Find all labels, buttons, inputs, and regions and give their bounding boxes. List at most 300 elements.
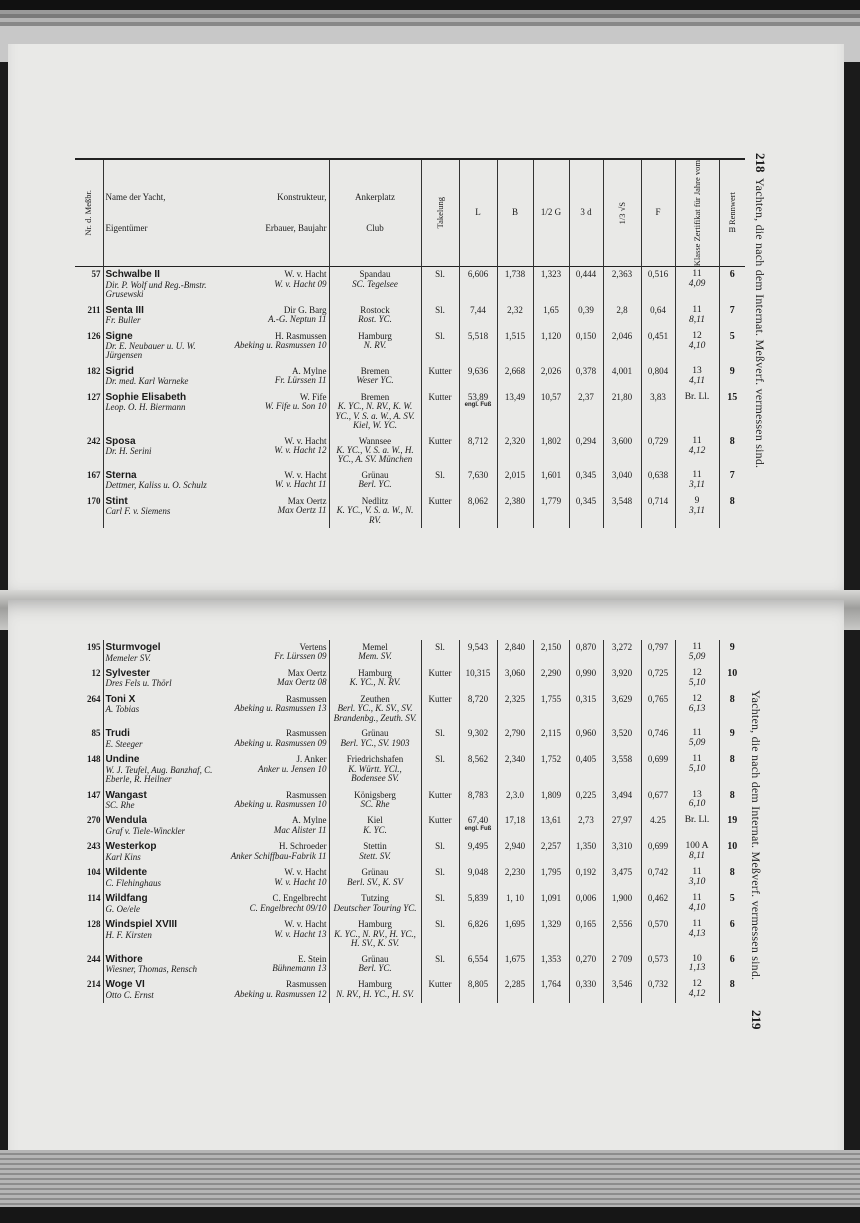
builder-name: Max Oertz 08: [277, 677, 327, 688]
row-G: 10,57: [533, 390, 569, 434]
row-klasse: 11 4,12: [675, 434, 719, 468]
designer-name: H. Schroeder: [279, 841, 327, 852]
row-L: 7,630: [459, 468, 497, 494]
row-F: 0,742: [641, 865, 675, 891]
owner-name: A. Tobias: [105, 704, 140, 715]
row-B: 1, 10: [497, 891, 533, 917]
row-L: 9,048: [459, 865, 497, 891]
yacht-name: Woge VI: [105, 979, 145, 991]
row-club: [329, 839, 421, 865]
anchorage: Grünau: [361, 867, 389, 878]
row-d: 0,990: [569, 666, 603, 692]
anchorage: Stettin: [363, 841, 387, 852]
row-klasse: 12 4,12: [675, 977, 719, 1003]
row-club: [329, 640, 421, 666]
row-F: 0,570: [641, 917, 675, 951]
yacht-name: Stint: [105, 495, 128, 507]
designer-name: W. v. Hacht: [284, 269, 327, 280]
builder-name: Abeking u. Rasmussen 12: [234, 988, 327, 999]
row-rennwert: 8: [719, 494, 745, 528]
row-nr: 264: [87, 693, 101, 704]
row-G: 13,61: [533, 813, 569, 839]
owner-name: Karl Kins: [105, 851, 141, 862]
table-row: [75, 494, 745, 528]
owner-name: G. Oe/ele: [105, 903, 140, 914]
builder-name: W. v. Hacht 10: [274, 876, 327, 887]
row-G: 1,120: [533, 329, 569, 364]
table-row: [75, 726, 745, 752]
designer-name: C. Engelbrecht: [272, 893, 327, 904]
yacht-name: Sturmvogel: [105, 642, 161, 653]
row-G: 1,65: [533, 303, 569, 329]
row-rennwert: 6: [719, 952, 745, 978]
owner-name: Carl F. v. Siemens: [105, 506, 171, 517]
row-club: [329, 329, 421, 364]
row-rig: Sl.: [421, 891, 459, 917]
row-rennwert: 5: [719, 329, 745, 364]
row-rig: Kutter: [421, 813, 459, 839]
row-klasse: 11 4,13: [675, 917, 719, 951]
row-rennwert: 8: [719, 977, 745, 1003]
row-L: 6,554: [459, 952, 497, 978]
row-name-owner: [103, 839, 219, 865]
designer-name: A. Mylne: [292, 365, 327, 376]
club-name: Berl. YC., K. SV., SV. Brandenbg., Zeuth. SV.: [333, 703, 417, 723]
row-builder: [219, 640, 329, 666]
row-B: 2,840: [497, 640, 533, 666]
row-L: 8,562: [459, 752, 497, 787]
row-rig: Sl.: [421, 726, 459, 752]
table-header: [75, 159, 745, 267]
row-F: 0,573: [641, 952, 675, 978]
anchorage: Königsberg: [354, 789, 396, 800]
designer-name: A. Mylne: [292, 815, 327, 826]
header-name: Name der Yacht, Eigentümer: [103, 159, 219, 267]
row-L: 8,783: [459, 788, 497, 814]
builder-name: Abeking u. Rasmussen 13: [234, 703, 327, 714]
row-d: 0,150: [569, 329, 603, 364]
row-rennwert: 8: [719, 752, 745, 787]
row-G: 2,026: [533, 364, 569, 390]
builder-name: Max Oertz 11: [277, 505, 327, 516]
table-row: [75, 364, 745, 390]
table-row: [75, 303, 745, 329]
row-name-owner: [103, 788, 219, 814]
table-row: [75, 788, 745, 814]
owner-name: Dr. med. Karl Warneke: [105, 376, 189, 387]
table-row: [75, 640, 745, 666]
header-d: 3 d: [569, 159, 603, 267]
row-d: 2,37: [569, 390, 603, 434]
designer-name: Dir G. Barg: [283, 304, 327, 315]
row-G: 1,752: [533, 752, 569, 787]
row-name-owner: [103, 329, 219, 364]
builder-name: W. Fife u. Son 10: [264, 401, 327, 412]
row-d: 0,294: [569, 434, 603, 468]
owner-name: E. Steeger: [105, 738, 143, 749]
row-L: 6,826: [459, 917, 497, 951]
builder-name: W. v. Hacht 09: [274, 278, 327, 289]
header-F: F: [641, 159, 675, 267]
row-rennwert: 9: [719, 640, 745, 666]
yacht-name: Westerkop: [105, 841, 157, 853]
designer-name: J. Anker: [296, 754, 327, 765]
builder-name: Bühnemann 13: [272, 962, 327, 973]
anchorage: Bremen: [360, 365, 390, 376]
row-klasse: 11 4,10: [675, 891, 719, 917]
club-name: SC. Rhe: [360, 798, 390, 809]
row-L: 53,89 engl. Fuß: [459, 390, 497, 434]
book-bottom-edge: [0, 1150, 860, 1223]
row-club: [329, 267, 421, 303]
row-B: 2,380: [497, 494, 533, 528]
owner-name: SC. Rhe: [105, 800, 135, 810]
row-rennwert: 8: [719, 692, 745, 726]
row-club: [329, 788, 421, 814]
row-d: 0,345: [569, 494, 603, 528]
row-builder: [219, 917, 329, 951]
row-rig: Sl.: [421, 865, 459, 891]
club-name: Berl. YC.: [358, 962, 392, 973]
row-club: [329, 917, 421, 951]
builder-name: Abeking u. Rasmussen 09: [234, 737, 327, 748]
row-rig: Sl.: [421, 752, 459, 787]
yacht-name: Wildfang: [105, 893, 148, 905]
row-B: 1,675: [497, 952, 533, 978]
row-name-owner: [103, 692, 219, 726]
header-club: Ankerplatz Club: [329, 159, 421, 267]
row-rig: Kutter: [421, 390, 459, 434]
row-S: 3,546: [603, 977, 641, 1003]
row-G: 2,150: [533, 640, 569, 666]
anchorage: Friedrichshafen: [346, 754, 404, 765]
table-row: [75, 390, 745, 434]
row-name-owner: [103, 726, 219, 752]
yacht-name: Sylvester: [105, 667, 150, 679]
anchorage: Grünau: [361, 469, 389, 480]
row-nr: 12: [91, 667, 101, 678]
row-S: 3,600: [603, 434, 641, 468]
yacht-name: Wendula: [105, 815, 147, 827]
row-klasse: 11 5,09: [675, 640, 719, 666]
row-rig: Sl.: [421, 839, 459, 865]
row-S: 27,97: [603, 813, 641, 839]
row-builder: [219, 891, 329, 917]
row-S: 2,046: [603, 329, 641, 364]
row-L: 9,543: [459, 640, 497, 666]
row-G: 1,779: [533, 494, 569, 528]
row-klasse: 11 3,11: [675, 468, 719, 494]
row-nr: 126: [87, 330, 101, 341]
row-L: 67,40 engl. Fuß: [459, 813, 497, 839]
designer-name: H. Rasmussen: [275, 330, 327, 341]
row-klasse: 11 3,10: [675, 865, 719, 891]
row-club: [329, 303, 421, 329]
builder-name: A.-G. Neptun 11: [268, 314, 327, 325]
page-number-top: 218: [753, 153, 768, 173]
row-nr: 270: [87, 815, 101, 826]
row-name-owner: [103, 468, 219, 494]
club-name: Mem. SV.: [358, 651, 392, 662]
club-name: K. YC., N. RV.: [349, 677, 401, 688]
club-name: K. YC., V. S. a. W., N. RV.: [336, 505, 414, 525]
row-nr: 214: [87, 979, 101, 990]
row-S: 1,900: [603, 891, 641, 917]
row-d: 0,345: [569, 468, 603, 494]
unit-note: engl. Fuß: [464, 825, 492, 832]
row-d: 1,350: [569, 839, 603, 865]
row-B: 3,060: [497, 666, 533, 692]
row-name-owner: [103, 666, 219, 692]
club-name: Weser YC.: [356, 375, 394, 386]
designer-name: Vertens: [299, 642, 327, 652]
row-builder: [219, 329, 329, 364]
row-rennwert: 8: [719, 788, 745, 814]
row-F: 0,746: [641, 726, 675, 752]
anchorage: Kiel: [367, 815, 383, 826]
row-rennwert: 15: [719, 390, 745, 434]
yacht-table-bottom: [75, 640, 745, 1003]
row-F: 0,732: [641, 977, 675, 1003]
row-builder: [219, 303, 329, 329]
row-G: 2,290: [533, 666, 569, 692]
row-rennwert: 10: [719, 666, 745, 692]
row-d: 0,225: [569, 788, 603, 814]
row-nr: 170: [87, 495, 101, 506]
header-S: 1/3 √S: [603, 159, 641, 267]
row-nr: 182: [87, 365, 101, 376]
club-name: K. YC.: [363, 824, 387, 835]
row-G: 1,755: [533, 692, 569, 726]
row-rig: Kutter: [421, 788, 459, 814]
row-rennwert: 5: [719, 891, 745, 917]
row-S: 4,001: [603, 364, 641, 390]
row-rennwert: 9: [719, 726, 745, 752]
club-name: Rost. YC.: [358, 314, 392, 325]
row-d: 0,330: [569, 977, 603, 1003]
designer-name: W. v. Hacht: [284, 867, 327, 878]
row-B: 1,515: [497, 329, 533, 364]
yacht-table-top: [75, 158, 745, 528]
row-nr: 242: [87, 435, 101, 446]
row-rig: Sl.: [421, 468, 459, 494]
row-L: 8,712: [459, 434, 497, 468]
row-B: 2,940: [497, 839, 533, 865]
designer-name: Max Oertz: [287, 667, 327, 678]
club-name: K. YC., N. RV., H. YC., H. SV., K. SV.: [334, 928, 416, 949]
row-builder: [219, 364, 329, 390]
row-name-owner: [103, 640, 219, 666]
row-G: 1,809: [533, 788, 569, 814]
row-d: 0,192: [569, 865, 603, 891]
owner-name: Leop. O. H. Biermann: [105, 402, 186, 413]
row-rig: Sl.: [421, 952, 459, 978]
row-S: 21,80: [603, 390, 641, 434]
row-L: 9,636: [459, 364, 497, 390]
row-d: 0,870: [569, 640, 603, 666]
yacht-name: Schwalbe II: [105, 269, 160, 281]
yacht-name: Undine: [105, 754, 140, 766]
row-name-owner: [103, 303, 219, 329]
anchorage: Tutzing: [361, 893, 389, 904]
builder-name: W. v. Hacht 13: [274, 928, 327, 939]
row-L: 5,839: [459, 891, 497, 917]
row-F: 0,638: [641, 468, 675, 494]
club-name: Berl. SV., K. SV: [346, 876, 404, 887]
yacht-name: Windspiel XVIII: [105, 919, 178, 931]
row-S: 3,310: [603, 839, 641, 865]
row-G: 1,323: [533, 267, 569, 303]
row-F: 0,797: [641, 640, 675, 666]
row-F: 0,714: [641, 494, 675, 528]
club-name: SC. Tegelsee: [352, 278, 398, 289]
row-B: 1,738: [497, 267, 533, 303]
designer-name: Rasmussen: [286, 789, 327, 800]
club-name: Stett. SV.: [359, 850, 391, 861]
page-number-bottom: 219: [749, 1010, 764, 1030]
row-klasse: Br. Ll.: [675, 390, 719, 434]
row-S: 3,520: [603, 726, 641, 752]
row-L: 9,495: [459, 839, 497, 865]
row-S: 2,556: [603, 917, 641, 951]
owner-name: Wiesner, Thomas, Rensch: [105, 964, 197, 974]
table-row: [75, 329, 745, 364]
row-S: 3,272: [603, 640, 641, 666]
row-d: 0,165: [569, 917, 603, 951]
row-club: [329, 865, 421, 891]
row-G: 1,091: [533, 891, 569, 917]
table-row: [75, 267, 745, 303]
row-builder: [219, 865, 329, 891]
row-B: 2,015: [497, 468, 533, 494]
table-row: [75, 752, 745, 787]
row-F: 0,677: [641, 788, 675, 814]
row-nr: 127: [87, 391, 101, 402]
row-builder: [219, 434, 329, 468]
row-nr: 211: [87, 304, 101, 315]
row-klasse: 100 A 8,11: [675, 839, 719, 865]
row-d: 0,270: [569, 952, 603, 978]
row-nr: 195: [87, 642, 101, 652]
row-F: 0,516: [641, 267, 675, 303]
anchorage: Hamburg: [358, 667, 392, 678]
row-name-owner: [103, 865, 219, 891]
anchorage: Nedlitz: [361, 495, 389, 506]
owner-name: Otto C. Ernst: [105, 989, 154, 1000]
builder-name: Fr. Lürssen 09: [274, 651, 327, 662]
row-builder: [219, 952, 329, 978]
row-F: 4.25: [641, 813, 675, 839]
row-builder: [219, 267, 329, 303]
designer-name: E. Stein: [298, 953, 327, 964]
club-name: Berl. YC.: [358, 479, 392, 490]
designer-name: Max Oertz: [287, 495, 327, 506]
row-builder: [219, 752, 329, 787]
row-nr: 85: [91, 728, 101, 739]
row-d: 0,444: [569, 267, 603, 303]
row-club: [329, 494, 421, 528]
row-rig: Kutter: [421, 692, 459, 726]
header-builder: Konstrukteur, Erbauer, Baujahr: [265, 191, 327, 234]
row-club: [329, 952, 421, 978]
owner-name: W. J. Teufel, Aug. Banzhaf, C. Eberle, R. Heilner: [105, 764, 213, 785]
builder-name: Fr. Lürssen 11: [274, 375, 327, 386]
owner-name: Fr. Buller: [105, 315, 141, 326]
row-L: 7,44: [459, 303, 497, 329]
row-rennwert: 8: [719, 434, 745, 468]
row-rig: Sl.: [421, 303, 459, 329]
owner-name: Memeler SV.: [105, 652, 151, 663]
yacht-name: Wangast: [105, 789, 147, 801]
row-nr: 128: [87, 919, 101, 930]
designer-name: Rasmussen: [286, 728, 327, 739]
designer-name: W. Fife: [299, 391, 327, 402]
row-rennwert: 19: [719, 813, 745, 839]
row-F: 0,725: [641, 666, 675, 692]
row-F: 0,451: [641, 329, 675, 364]
row-S: 3,920: [603, 666, 641, 692]
row-d: 0,378: [569, 364, 603, 390]
row-S: 3,558: [603, 752, 641, 787]
row-rig: Sl.: [421, 640, 459, 666]
row-builder: [219, 788, 329, 814]
row-nr: 147: [87, 789, 101, 800]
table-row: [75, 434, 745, 468]
anchorage: Hamburg: [358, 919, 392, 930]
row-S: 3,629: [603, 692, 641, 726]
row-rennwert: 7: [719, 303, 745, 329]
row-builder: [219, 692, 329, 726]
club-name: K. Württ. YCl., Bodensee SV.: [348, 763, 402, 783]
row-rennwert: 8: [719, 865, 745, 891]
yacht-name: Wildente: [105, 867, 148, 879]
row-nr: 104: [87, 867, 101, 878]
row-name-owner: [103, 891, 219, 917]
anchorage: Hamburg: [358, 979, 392, 990]
row-L: 8,062: [459, 494, 497, 528]
club-name: Berl. YC., SV. 1903: [340, 737, 410, 748]
row-name-owner: [103, 364, 219, 390]
yacht-name: Withore: [105, 953, 143, 965]
yacht-name: Trudi: [105, 728, 130, 740]
table-row: [75, 917, 745, 951]
row-F: 0,64: [641, 303, 675, 329]
table-row: [75, 865, 745, 891]
row-L: 10,315: [459, 666, 497, 692]
builder-name: Abeking u. Rasmussen 10: [234, 798, 327, 809]
row-B: 1,695: [497, 917, 533, 951]
anchorage: Hamburg: [358, 330, 392, 341]
owner-name: Dres Fels u. Thörl: [105, 678, 172, 689]
row-B: 2,285: [497, 977, 533, 1003]
row-klasse: 12 5,10: [675, 666, 719, 692]
club-name: K. YC., N. RV., K. W. YC., V. S. a. W., A. SV. Kiel, W. YC.: [335, 401, 415, 431]
table-row: [75, 813, 745, 839]
table-row: [75, 468, 745, 494]
row-club: [329, 468, 421, 494]
row-rig: Kutter: [421, 494, 459, 528]
club-name: Deutscher Touring YC.: [333, 902, 417, 913]
row-S: 2,363: [603, 267, 641, 303]
side-title-bottom: Yachten, die nach dem Internat. Meßverf. vermessen sind.: [749, 690, 763, 981]
row-name-owner: [103, 390, 219, 434]
row-name-owner: [103, 267, 219, 303]
row-builder: [219, 666, 329, 692]
row-club: [329, 726, 421, 752]
row-G: 1,353: [533, 952, 569, 978]
row-klasse: 11 5,10: [675, 752, 719, 787]
row-club: [329, 891, 421, 917]
